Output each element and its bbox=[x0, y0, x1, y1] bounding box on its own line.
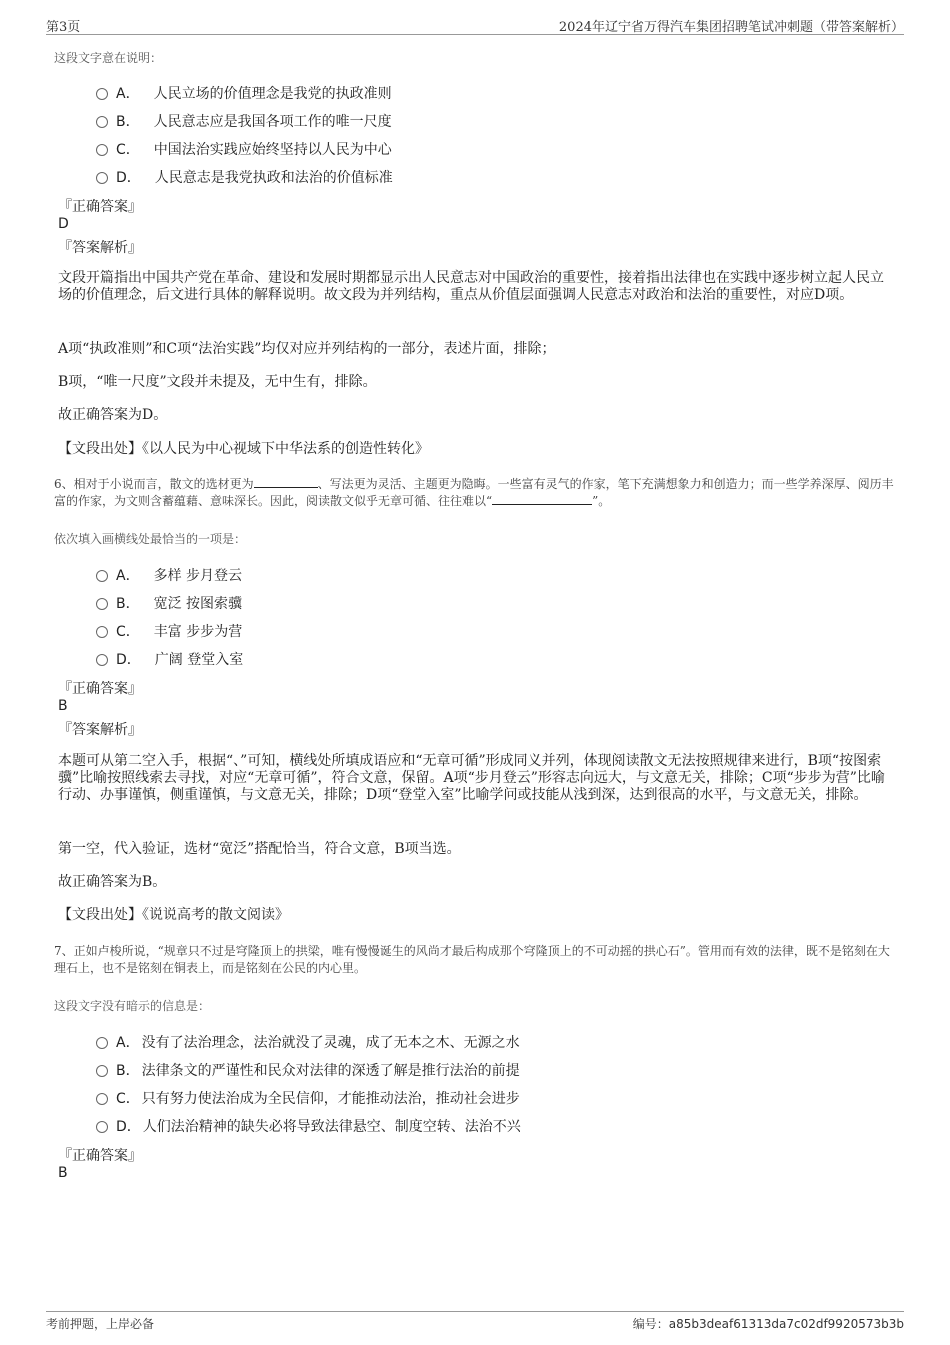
q5-analysis-p4: 故正确答案为D。 bbox=[58, 407, 168, 423]
radio-icon[interactable] bbox=[96, 1037, 108, 1049]
q6-analysis-label: 『答案解析』 bbox=[58, 722, 142, 738]
q7-option-a[interactable]: A． 没有了法治理念，法治就没了灵魂，成了无本之木、无源之水 bbox=[96, 1032, 520, 1052]
radio-icon[interactable] bbox=[96, 1093, 108, 1105]
radio-icon[interactable] bbox=[96, 172, 108, 184]
q6-option-c[interactable]: C． 丰富 步步为营 bbox=[96, 621, 242, 641]
q5-analysis-label: 『答案解析』 bbox=[58, 240, 142, 256]
document-code: 编号：a85b3deaf61313da7c02df9920573b3b bbox=[632, 1317, 904, 1331]
q5-analysis-p3: B项，“唯一尺度”文段并未提及，无中生有，排除。 bbox=[58, 374, 377, 390]
q7-option-c[interactable]: C． 只有努力使法治成为全民信仰，才能推动法治，推动社会进步 bbox=[96, 1088, 520, 1108]
radio-icon[interactable] bbox=[96, 598, 108, 610]
q7-text: 7、正如卢梭所说，“规章只不过是穹隆顶上的拱梁，唯有慢慢诞生的风尚才最后构成那个穹隆顶上的不可动摇的拱心石”。管用而有效的法律，既不是铭刻在大理石上，也不是铭刻在铜表上，而是铭刻在公民的内心里。 bbox=[54, 944, 890, 975]
radio-icon[interactable] bbox=[96, 88, 108, 100]
radio-icon[interactable] bbox=[96, 626, 108, 638]
q5-source: 【文段出处】《以人民为中心视域下中华法系的创造性转化》 bbox=[58, 441, 429, 457]
q6-analysis-p2: 第一空，代入验证，选材“宽泛”搭配恰当，符合文意，B项当选。 bbox=[58, 841, 461, 857]
q5-answer: D bbox=[58, 216, 69, 232]
blank-line bbox=[254, 476, 318, 488]
radio-icon[interactable] bbox=[96, 570, 108, 582]
q5-analysis-p1: 文段开篇指出中国共产党在革命、建设和发展时期都显示出人民意志对中国政治的重要性，接着指出法律也在实践中逐步树立起人民立场的价值理念，后文进行具体的解释说明。故文段为并列结构，重点从价值层面强调人民意志对政治和法治的重要性，对应D项。 bbox=[58, 270, 884, 303]
q6-analysis-p1: 本题可从第二空入手，根据“、”可知，横线处所填成语应和“无章可循”形成同义并列，体现阅读散文无法按照规律来进行，B项“按图索骥”比喻按照线索去寻找，对应“无章可循”，符合文意，保留。A项“步月登云”形容志向远大，与文意无关，排除；C项“步步为营”比喻行动、办事谨慎，侧重谨慎，与文意无关，排除；D项“登堂入室”比喻学问或技能从浅到深，达到很高的水平，与文意无关，排除。 bbox=[58, 753, 885, 803]
page-header bbox=[46, 14, 904, 35]
footer-slogan: 考前押题，上岸必备 bbox=[46, 1317, 155, 1331]
radio-icon[interactable] bbox=[96, 116, 108, 128]
q5-analysis-p2: A项“执政准则”和C项“法治实践”均仅对应并列结构的一部分，表述片面，排除； bbox=[58, 341, 556, 357]
q5-option-b[interactable]: B． 人民意志应是我国各项工作的唯一尺度 bbox=[96, 111, 392, 131]
q6-option-b[interactable]: B． 宽泛 按图索骥 bbox=[96, 593, 242, 613]
radio-icon[interactable] bbox=[96, 1121, 108, 1133]
q5-prompt: 这段文字意在说明： bbox=[54, 51, 163, 65]
q6-option-a[interactable]: A． 多样 步月登云 bbox=[96, 565, 242, 585]
q5-option-c[interactable]: C． 中国法治实践应始终坚持以人民为中心 bbox=[96, 139, 392, 159]
radio-icon[interactable] bbox=[96, 654, 108, 666]
q7-prompt: 这段文字没有暗示的信息是： bbox=[54, 999, 211, 1013]
document-title: 2024年辽宁省万得汽车集团招聘笔试冲刺题（带答案解析） bbox=[558, 20, 904, 35]
q6-analysis-p3: 故正确答案为B。 bbox=[58, 874, 167, 890]
q7-option-b[interactable]: B． 法律条文的严谨性和民众对法律的深透了解是推行法治的前提 bbox=[96, 1060, 520, 1080]
q6-prompt: 依次填入画横线处最恰当的一项是： bbox=[54, 532, 247, 546]
q5-option-a[interactable]: A． 人民立场的价值理念是我党的执政准则 bbox=[96, 83, 392, 103]
radio-icon[interactable] bbox=[96, 1065, 108, 1077]
blank-line bbox=[492, 493, 592, 505]
q7-answer: B bbox=[58, 1165, 68, 1181]
q6-option-d[interactable]: D． 广阔 登堂入室 bbox=[96, 649, 243, 669]
q5-answer-label: 『正确答案』 bbox=[58, 199, 142, 215]
q6-source: 【文段出处】《说说高考的散文阅读》 bbox=[58, 907, 289, 923]
radio-icon[interactable] bbox=[96, 144, 108, 156]
q7-option-d[interactable]: D． 人们法治精神的缺失必将导致法律悬空、制度空转、法治不兴 bbox=[96, 1116, 521, 1136]
page-footer bbox=[46, 1311, 904, 1331]
q7-answer-label: 『正确答案』 bbox=[58, 1148, 142, 1164]
q6-answer: B bbox=[58, 698, 68, 714]
q5-option-d[interactable]: D． 人民意志是我党执政和法治的价值标准 bbox=[96, 167, 393, 187]
q6-text: 6、相对于小说而言，散文的选材更为 、写法更为灵活、主题更为隐晦。一些富有灵气的作家，笔下充满想象力和创造力；而一些学养深厚、阅历丰富的作家，为文则含蓄蕴藉、意味深长。因此，阅读散文似乎无章可循、往往难以“ ”。 bbox=[54, 477, 894, 508]
page-number: 第3页 bbox=[46, 20, 81, 35]
q6-answer-label: 『正确答案』 bbox=[58, 681, 142, 697]
